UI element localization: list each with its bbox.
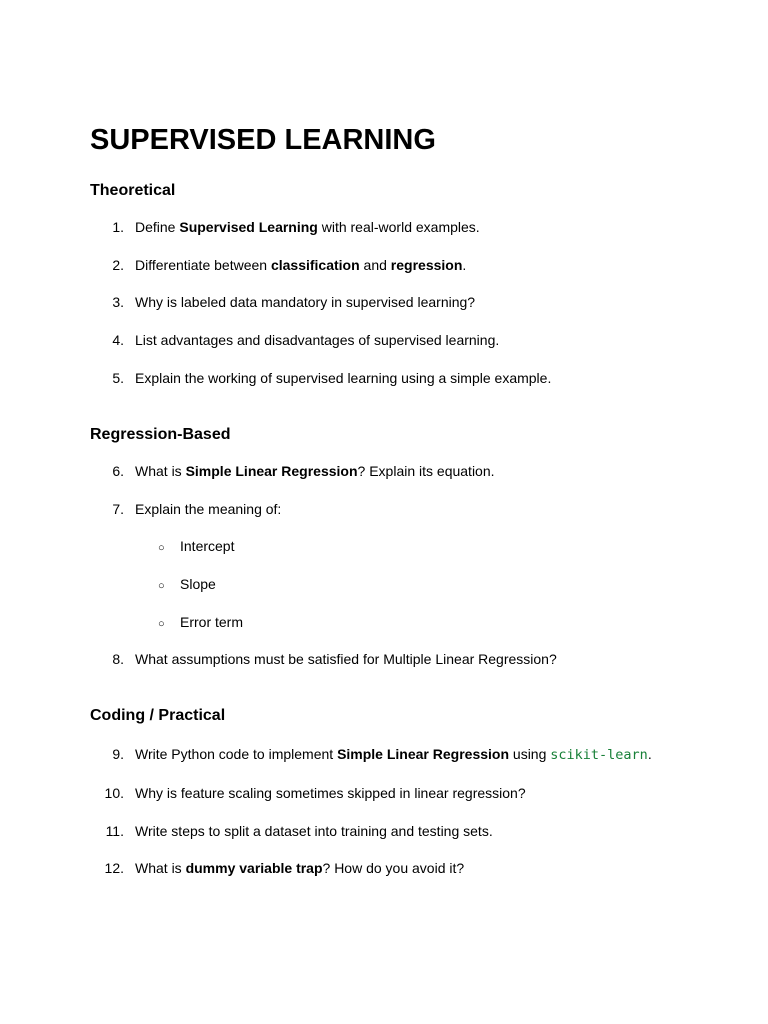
text-span: Differentiate between xyxy=(135,257,271,273)
question-number: 5. xyxy=(112,370,124,386)
question-number: 8. xyxy=(112,651,124,667)
hollow-circle-bullet-icon: ○ xyxy=(158,580,165,592)
section-heading-theoretical: Theoretical xyxy=(90,182,176,199)
text-span: Define xyxy=(135,219,180,235)
question-text xyxy=(135,256,466,274)
question-text: Write steps to split a dataset into training and testing sets. xyxy=(135,823,493,839)
page-title: SUPERVISED LEARNING xyxy=(90,124,436,156)
section-heading-coding-practical: Coding / Practical xyxy=(90,707,226,724)
text-span: What is xyxy=(135,860,186,876)
text-span: . xyxy=(647,746,652,762)
question-number: 4. xyxy=(112,332,124,348)
bold-term: classification xyxy=(270,257,360,273)
bold-term: dummy variable trap xyxy=(185,860,323,876)
text-span: What is xyxy=(135,463,186,479)
bullet-item-slope xyxy=(158,575,216,595)
question-text: Why is labeled data mandatory in supervised learning? xyxy=(135,294,476,310)
section-heading-regression-based: Regression-Based xyxy=(90,426,231,443)
question-number: 2. xyxy=(112,257,124,273)
question-number: 10. xyxy=(104,785,124,801)
bold-term: Supervised Learning xyxy=(179,219,318,235)
question-text: Why is feature scaling sometimes skipped in linear regression? xyxy=(135,785,526,801)
text-span: and xyxy=(359,257,391,273)
bold-term: Simple Linear Regression xyxy=(185,463,358,479)
question-number: 11. xyxy=(105,823,124,839)
text-span: . xyxy=(462,257,467,273)
text-span: with real-world examples. xyxy=(317,219,480,235)
bullet-text: Intercept xyxy=(180,538,235,554)
inline-code: scikit-learn xyxy=(550,747,648,763)
question-text xyxy=(135,218,480,236)
question-text: Explain the working of supervised learning using a simple example. xyxy=(135,370,552,386)
text-span: using xyxy=(509,746,551,762)
hollow-circle-bullet-icon: ○ xyxy=(158,542,165,554)
text-span: Write Python code to implement xyxy=(135,746,338,762)
text-span: ? How do you avoid it? xyxy=(322,860,465,876)
question-text xyxy=(135,462,495,480)
text-span: ? Explain its equation. xyxy=(357,463,495,479)
question-number: 6. xyxy=(112,463,124,479)
question-text xyxy=(135,859,464,877)
question-text: What assumptions must be satisfied for Multiple Linear Regression? xyxy=(135,651,557,667)
question-number: 1. xyxy=(112,219,124,235)
bold-term: Simple Linear Regression xyxy=(337,746,510,762)
question-number: 7. xyxy=(112,501,124,517)
question-text: Explain the meaning of: xyxy=(135,501,282,517)
bullet-item-intercept xyxy=(158,537,234,557)
bold-term: regression xyxy=(390,257,463,273)
bullet-text: Error term xyxy=(180,614,243,630)
question-text: List advantages and disadvantages of supervised learning. xyxy=(135,332,500,348)
bullet-item-error-term xyxy=(158,613,243,633)
question-number: 3. xyxy=(112,294,124,310)
bullet-text: Slope xyxy=(180,576,216,592)
question-number: 9. xyxy=(112,746,124,762)
hollow-circle-bullet-icon: ○ xyxy=(158,618,165,630)
question-number: 12. xyxy=(104,860,124,876)
question-text xyxy=(135,745,652,764)
